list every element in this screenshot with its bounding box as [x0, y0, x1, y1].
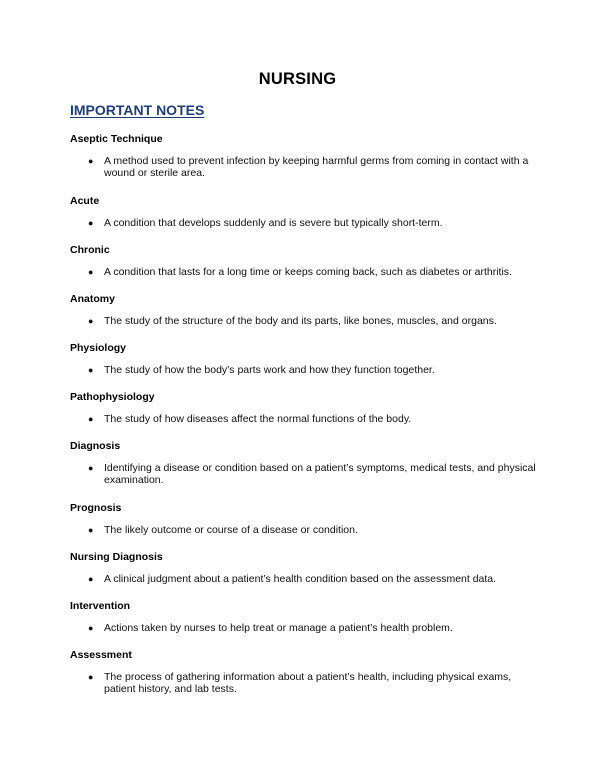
term-definition-item — [70, 217, 540, 229]
bullet-icon: ● — [88, 414, 94, 424]
term-definition: A condition that develops suddenly and is severe but typically short-term. — [104, 217, 443, 229]
term-definition-item — [70, 155, 540, 179]
term-definition: The study of how the body’s parts work and how they function together. — [104, 364, 435, 376]
term-list — [70, 133, 540, 695]
term-definition-item — [70, 315, 540, 327]
bullet-icon: ● — [88, 525, 94, 535]
term-name: Assessment — [70, 649, 132, 661]
bullet-icon: ● — [88, 623, 94, 633]
term-definition: The study of how diseases affect the normal functions of the body. — [104, 413, 412, 425]
term-name: Anatomy — [70, 293, 115, 305]
term-name: Diagnosis — [70, 440, 121, 452]
bullet-icon: ● — [88, 365, 94, 375]
term-entry — [70, 600, 540, 634]
term-definition: Actions taken by nurses to help treat or manage a patient’s health problem. — [104, 622, 453, 634]
term-name: Aseptic Technique — [70, 133, 163, 145]
section-heading: IMPORTANT NOTES — [70, 102, 205, 118]
term-name: Pathophysiology — [70, 391, 155, 403]
term-definition: The likely outcome or course of a disease or condition. — [104, 524, 358, 536]
term-entry — [70, 502, 540, 536]
term-name: Intervention — [70, 600, 131, 612]
term-definition: A clinical judgment about a patient’s health condition based on the assessment data. — [104, 573, 497, 585]
term-definition: Identifying a disease or condition based on a patient’s symptoms, medical tests, and physical examination. — [104, 462, 536, 486]
term-definition: The study of the structure of the body and its parts, like bones, muscles, and organs. — [104, 315, 497, 327]
term-entry — [70, 293, 540, 327]
term-entry — [70, 244, 540, 278]
term-definition-item — [70, 413, 540, 425]
term-entry — [70, 440, 540, 486]
bullet-icon: ● — [88, 316, 94, 326]
term-name: Physiology — [70, 342, 127, 354]
bullet-icon: ● — [88, 574, 94, 584]
bullet-icon: ● — [88, 156, 94, 166]
term-name: Acute — [70, 195, 100, 207]
term-entry — [70, 551, 540, 585]
term-definition-item — [70, 671, 540, 695]
term-definition-item — [70, 524, 540, 536]
bullet-icon: ● — [88, 463, 94, 473]
term-definition-item — [70, 622, 540, 634]
term-definition-item — [70, 266, 540, 278]
term-entry — [70, 391, 540, 425]
term-entry — [70, 342, 540, 376]
term-entry — [70, 195, 540, 229]
term-name: Nursing Diagnosis — [70, 551, 163, 563]
bullet-icon: ● — [88, 267, 94, 277]
term-definition-item — [70, 573, 540, 585]
term-name: Prognosis — [70, 502, 122, 514]
bullet-icon: ● — [88, 218, 94, 228]
term-entry — [70, 649, 540, 695]
term-definition: The process of gathering information about a patient’s health, including physical exams, patient history, and lab tests. — [104, 671, 512, 695]
bullet-icon: ● — [88, 672, 94, 682]
term-definition-item — [70, 364, 540, 376]
term-definition-item — [70, 462, 540, 486]
term-definition: A method used to prevent infection by keeping harmful germs from coming in contact with a wound or sterile area. — [104, 155, 529, 179]
term-name: Chronic — [70, 244, 110, 256]
term-entry — [70, 133, 540, 179]
term-definition: A condition that lasts for a long time or keeps coming back, such as diabetes or arthritis. — [104, 266, 512, 278]
page-title: NURSING — [258, 70, 337, 88]
